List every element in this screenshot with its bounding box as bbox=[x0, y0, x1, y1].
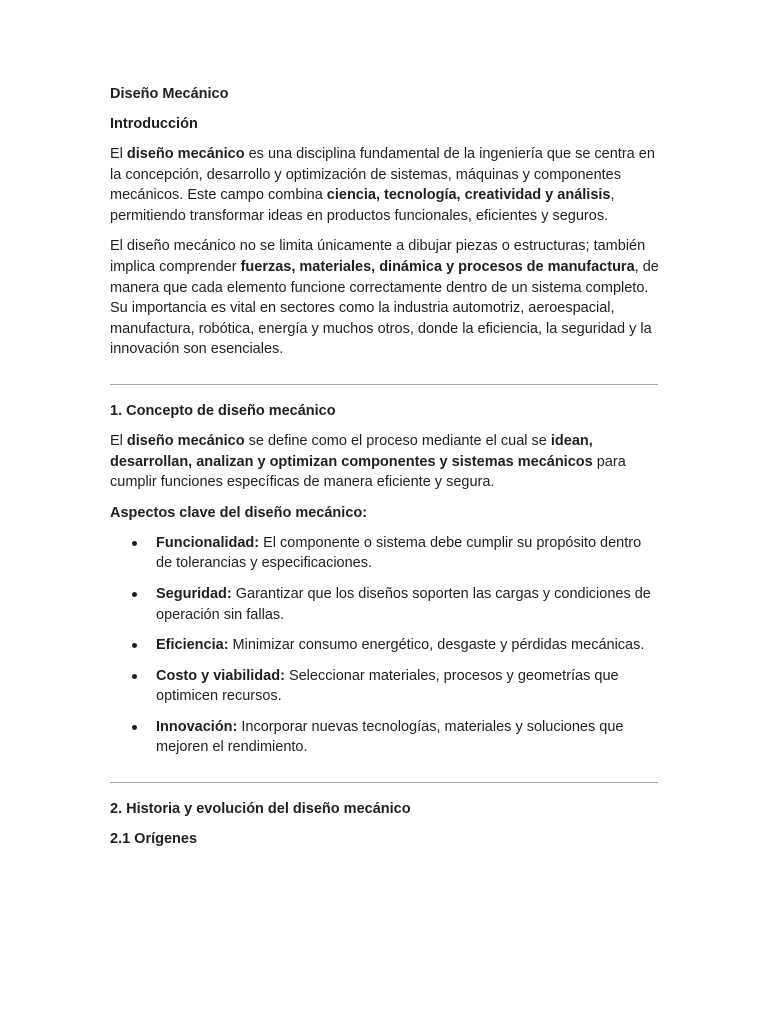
intro-paragraph-1 bbox=[110, 144, 660, 226]
document-title: Diseño Mecánico bbox=[110, 86, 229, 102]
aspect-term: Eficiencia: bbox=[156, 637, 229, 654]
section-2-heading: 2. Historia y evolución del diseño mecánico bbox=[110, 801, 411, 818]
aspect-term: Costo y viabilidad: bbox=[156, 667, 285, 684]
list-item bbox=[110, 533, 660, 574]
list-item bbox=[110, 584, 660, 625]
text-run: El bbox=[110, 146, 127, 162]
text-run: para cumplir funciones específicas de manera eficiente y segura. bbox=[110, 453, 626, 491]
bullet-icon bbox=[132, 592, 137, 597]
document-content bbox=[110, 84, 660, 849]
aspects-heading: Aspectos clave del diseño mecánico: bbox=[110, 504, 368, 521]
list-item bbox=[110, 717, 660, 758]
bold-run: diseño mecánico bbox=[126, 432, 245, 449]
bullet-icon bbox=[132, 643, 137, 648]
intro-paragraph-2 bbox=[110, 236, 660, 360]
text-run: es una disciplina fundamental de la ingeniería que se centra en la concepción, desarrollo y optimización de sistemas, máquinas y componentes mecánicos. Este campo combina bbox=[110, 146, 655, 204]
aspect-term: Seguridad: bbox=[156, 585, 232, 602]
list-item bbox=[110, 635, 660, 656]
aspect-text: El componente o sistema debe cumplir su propósito dentro de tolerancias y especificaciones. bbox=[156, 534, 642, 572]
bold-run: ciencia, tecnología, creatividad y análisis bbox=[326, 187, 611, 204]
list-item bbox=[110, 666, 660, 707]
aspect-term: Funcionalidad: bbox=[156, 534, 260, 551]
aspect-text: Minimizar consumo energético, desgaste y pérdidas mecánicas. bbox=[228, 637, 645, 654]
text-run: El diseño mecánico no se limita únicamente a dibujar piezas o estructuras; también implica comprender bbox=[110, 238, 646, 275]
bold-run: diseño mecánico bbox=[126, 146, 245, 162]
section-2-1-heading: 2.1 Orígenes bbox=[110, 831, 198, 848]
aspect-text: Incorporar nuevas tecnologías, materiales y soluciones que mejoren el rendimiento. bbox=[156, 718, 624, 756]
section-1-heading: 1. Concepto de diseño mecánico bbox=[110, 402, 336, 419]
section-1-paragraph bbox=[110, 431, 660, 493]
aspect-term: Innovación: bbox=[156, 718, 238, 735]
text-run: El bbox=[110, 432, 127, 449]
bullet-icon bbox=[132, 674, 137, 679]
bullet-icon bbox=[132, 725, 137, 730]
text-run: , de manera que cada elemento funcione correctamente dentro de un sistema completo. Su importancia es vital en sectores como la industria automotriz, aeroespacial, manufactura, robótica, energía y muchos otros, donde la eficiencia, la seguridad y la innovación son esenciales. bbox=[110, 258, 659, 358]
bold-run: idean, desarrollan, analizan y optimizan componentes y sistemas mecánicos bbox=[110, 432, 593, 470]
bullet-icon bbox=[132, 541, 137, 546]
aspect-text: Seleccionar materiales, procesos y geometrías que optimicen recursos. bbox=[156, 667, 619, 705]
text-run: , permitiendo transformar ideas en productos funcionales, eficientes y seguros. bbox=[110, 187, 615, 224]
intro-heading: Introducción bbox=[110, 116, 198, 132]
aspect-text: Garantizar que los diseños soporten las cargas y condiciones de operación sin fallas. bbox=[156, 585, 651, 623]
aspects-list bbox=[110, 533, 660, 758]
bold-run: fuerzas, materiales, dinámica y procesos de manufactura bbox=[240, 258, 635, 275]
text-run: se define como el proceso mediante el cual se bbox=[244, 432, 551, 449]
